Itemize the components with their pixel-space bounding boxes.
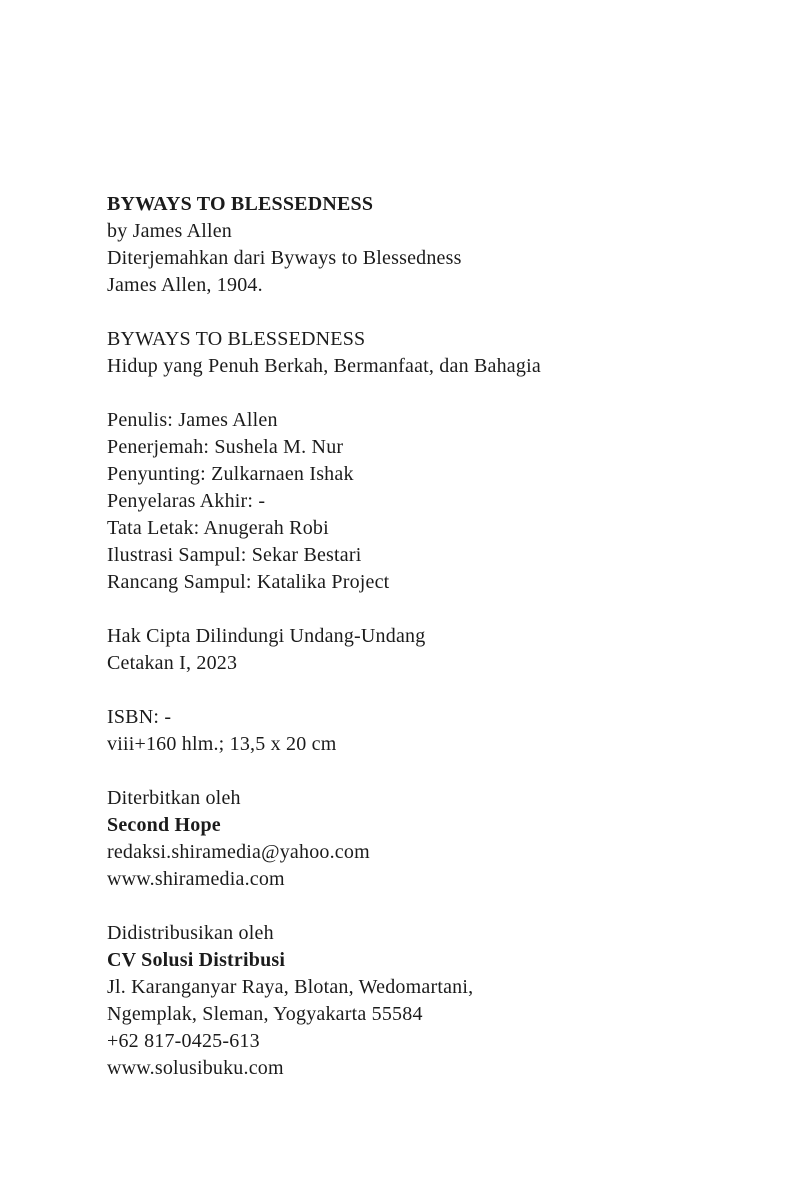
- copyright-notice: Hak Cipta Dilindungi Undang-Undang: [107, 625, 426, 647]
- distributor-label: Didistribusikan oleh: [107, 922, 274, 944]
- isbn-block: [107, 704, 737, 758]
- edition-title: BYWAYS TO BLESSEDNESS: [107, 328, 366, 350]
- printing-info: Cetakan I, 2023: [107, 652, 238, 674]
- credit-cover-illustration: Ilustrasi Sampul: Sekar Bestari: [107, 544, 362, 566]
- byline: by James Allen: [107, 220, 233, 242]
- edition-subtitle: Hidup yang Penuh Berkah, Bermanfaat, dan Bahagia: [107, 355, 541, 377]
- distributor-website: www.solusibuku.com: [107, 1057, 284, 1079]
- distributor-phone: +62 817-0425-613: [107, 1030, 260, 1052]
- credit-translator: Penerjemah: Sushela M. Nur: [107, 436, 344, 458]
- original-author-year: James Allen, 1904.: [107, 274, 263, 296]
- credit-layout: Tata Letak: Anugerah Robi: [107, 517, 329, 539]
- translation-note: Diterjemahkan dari Byways to Blessedness: [107, 247, 462, 269]
- publisher-block: [107, 785, 737, 893]
- distributor-block: [107, 920, 737, 1082]
- distributor-name: CV Solusi Distribusi: [107, 949, 286, 971]
- copyright-block: [107, 623, 737, 677]
- original-title-block: [107, 191, 737, 299]
- credit-cover-design: Rancang Sampul: Katalika Project: [107, 571, 390, 593]
- distributor-address-line1: Jl. Karanganyar Raya, Blotan, Wedomartani,: [107, 976, 474, 998]
- publisher-email: redaksi.shiramedia@yahoo.com: [107, 841, 370, 863]
- credits-block: [107, 407, 737, 596]
- book-extent: viii+160 hlm.; 13,5 x 20 cm: [107, 733, 337, 755]
- distributor-address-line2: Ngemplak, Sleman, Yogyakarta 55584: [107, 1003, 423, 1025]
- edition-title-block: [107, 326, 737, 380]
- publisher-name: Second Hope: [107, 814, 221, 836]
- credit-editor: Penyunting: Zulkarnaen Ishak: [107, 463, 354, 485]
- publisher-website: www.shiramedia.com: [107, 868, 285, 890]
- isbn: ISBN: -: [107, 706, 172, 728]
- credit-finalizer: Penyelaras Akhir: -: [107, 490, 266, 512]
- publisher-label: Diterbitkan oleh: [107, 787, 241, 809]
- book-title: BYWAYS TO BLESSEDNESS: [107, 193, 374, 215]
- credit-author: Penulis: James Allen: [107, 409, 278, 431]
